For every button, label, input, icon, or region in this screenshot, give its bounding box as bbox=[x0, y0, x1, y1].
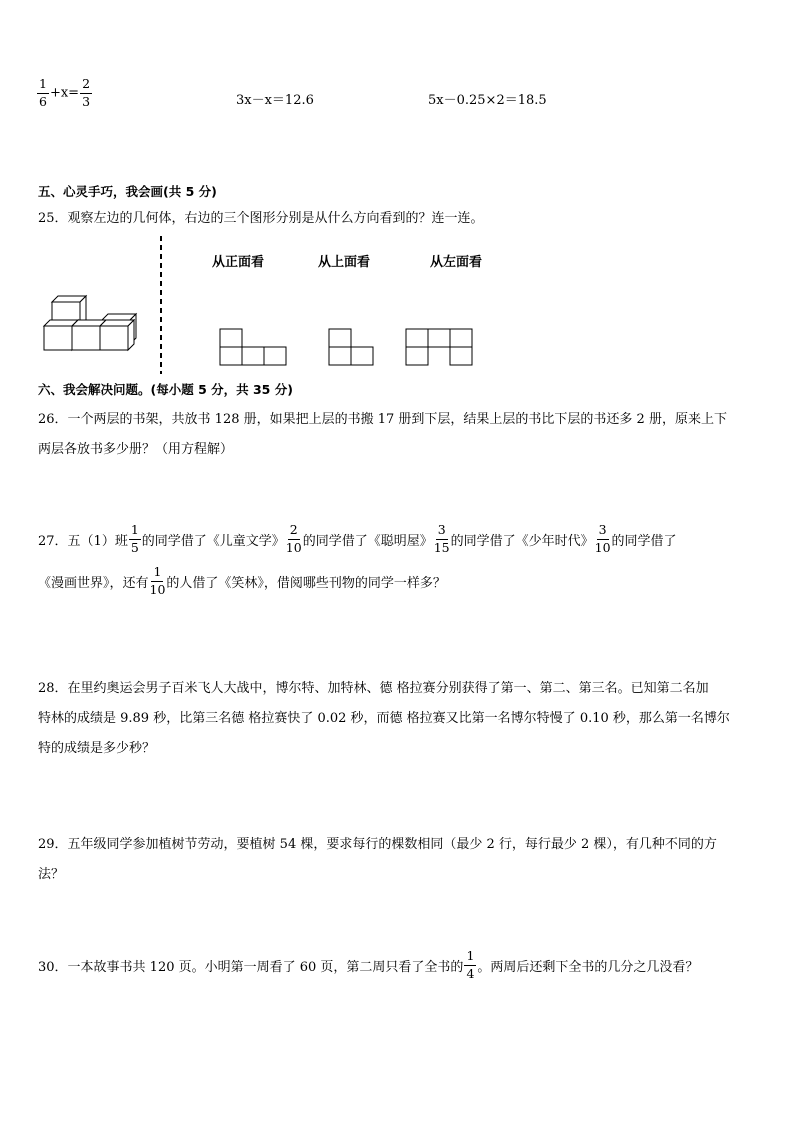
q30-text-0: 30．一本故事书共 120 页。小明第一周看了 60 页，第二周只看了全书的 bbox=[38, 959, 464, 975]
view-label-top: 从上面看 bbox=[318, 255, 371, 270]
fraction bbox=[464, 950, 476, 980]
question-30 bbox=[38, 950, 698, 980]
numerator: 1 bbox=[37, 78, 49, 94]
question-28-line-2: 特林的成绩是 9.89 秒，比第三名德 格拉赛快了 0.02 秒，而德 格拉赛又比第一名博尔特慢了 0.10 秒，那么第一名博尔 bbox=[38, 711, 730, 726]
q30-text-1: 。两周后还剩下全书的几分之几没看？ bbox=[477, 959, 699, 975]
numerator: 1 bbox=[464, 950, 476, 966]
section-6-heading: 六、我会解决问题。(每小题 5 分，共 35 分) bbox=[38, 382, 293, 397]
front-view-shape bbox=[220, 329, 286, 365]
question-26-line-1: 26．一个两层的书架，共放书 128 册，如果把上层的书搬 17 册到下层，结果上层的书比下层的书还多 2 册，原来上下 bbox=[38, 412, 727, 427]
q27-text-6: 的人借了《笑林》，借阅哪些刊物的同学一样多？ bbox=[166, 575, 446, 591]
denominator: 3 bbox=[82, 93, 91, 109]
fraction-1-6 bbox=[37, 78, 49, 108]
numerator: 3 bbox=[597, 524, 609, 540]
numerator: 2 bbox=[288, 524, 300, 540]
question-28-line-3: 特的成绩是多少秒？ bbox=[38, 741, 156, 756]
equation-1-middle: +x= bbox=[49, 85, 80, 101]
q27-text-4: 的同学借了 bbox=[611, 533, 677, 549]
question-27-line-1 bbox=[38, 524, 677, 554]
denominator: 5 bbox=[130, 539, 139, 555]
q27-text-0: 27．五（1）班 bbox=[38, 533, 128, 549]
equation-2: 3x－x＝12.6 bbox=[236, 93, 314, 108]
geometric-solid bbox=[44, 296, 136, 350]
question-27-line-2 bbox=[38, 566, 446, 596]
question-26-line-2: 两层各放书多少册？（用方程解） bbox=[38, 442, 234, 457]
fraction-2-3 bbox=[80, 78, 92, 108]
q27-text-3: 的同学借了《少年时代》 bbox=[450, 533, 594, 549]
q27-text-1: 的同学借了《儿童文学》 bbox=[141, 533, 285, 549]
denominator: 10 bbox=[149, 581, 166, 597]
fraction bbox=[434, 524, 450, 554]
q27-text-2: 的同学借了《聪明屋》 bbox=[302, 533, 433, 549]
equation-1 bbox=[36, 78, 93, 108]
question-29-line-1: 29．五年级同学参加植树节劳动，要植树 54 棵，要求每行的棵数相同（最少 2 行，每行最少 2 棵），有几种不同的方 bbox=[38, 837, 717, 852]
view-label-front: 从正面看 bbox=[212, 255, 265, 270]
fraction bbox=[150, 566, 166, 596]
section-5-heading: 五、心灵手巧，我会画(共 5 分) bbox=[38, 184, 217, 199]
numerator: 3 bbox=[436, 524, 448, 540]
denominator: 6 bbox=[39, 93, 47, 109]
numerator: 1 bbox=[129, 524, 141, 540]
question-28-line-1: 28．在里约奥运会男子百米飞人大战中，博尔特、加特林、德 格拉赛分别获得了第一、第二、第三名。已知第二名加 bbox=[38, 681, 709, 696]
numerator: 1 bbox=[151, 566, 163, 582]
fraction bbox=[595, 524, 611, 554]
question-29-line-2: 法？ bbox=[38, 867, 65, 882]
cube-front-3 bbox=[100, 320, 134, 350]
denominator: 10 bbox=[594, 539, 611, 555]
view-label-left: 从左面看 bbox=[430, 255, 483, 270]
denominator: 4 bbox=[466, 965, 475, 981]
left-view-shape bbox=[406, 329, 472, 365]
fraction bbox=[129, 524, 141, 554]
denominator: 10 bbox=[285, 539, 302, 555]
equation-3: 5x－0.25×2＝18.5 bbox=[428, 93, 547, 108]
q27-text-5: 《漫画世界》，还有 bbox=[38, 575, 149, 591]
question-25: 25．观察左边的几何体，右边的三个图形分别是从什么方向看到的？连一连。 bbox=[38, 211, 484, 226]
top-view-shape bbox=[329, 329, 373, 365]
fraction bbox=[286, 524, 302, 554]
denominator: 15 bbox=[433, 539, 450, 555]
numerator: 2 bbox=[80, 78, 92, 94]
